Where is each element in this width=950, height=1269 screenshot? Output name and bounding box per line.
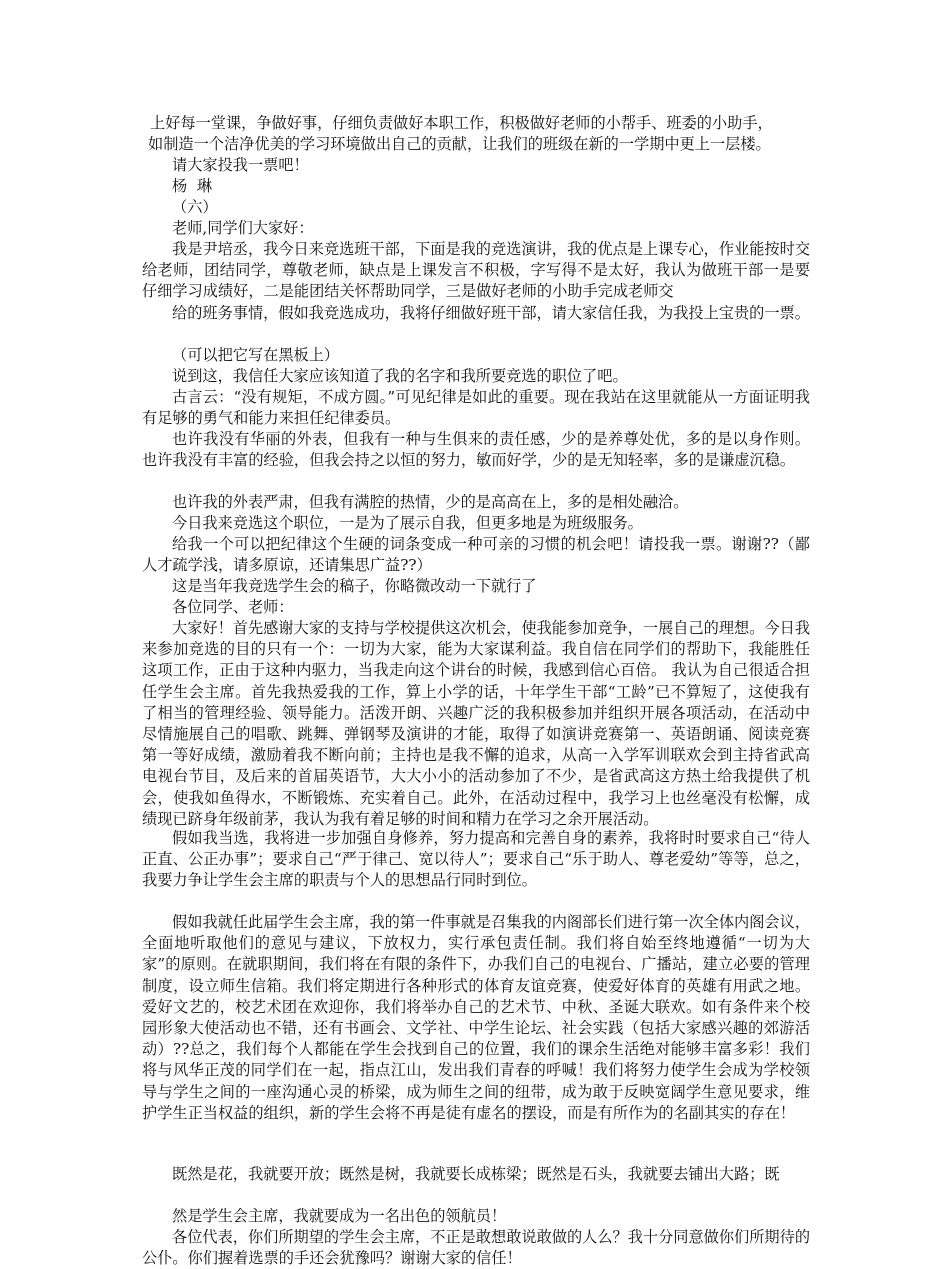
paragraph-20: 各位代表，你们所期望的学生会主席，不正是敢想敢说敢做的人么？我十分同意做你们所期待的公仆。你们握着选票的手还会犹豫吗？谢谢大家的信任！ xyxy=(142,1228,810,1268)
paragraph-14: 各位同学、老师： xyxy=(172,598,294,616)
paragraph-11: 今日我来竞选这个职位，一是为了展示自我，但更多地是为班级服务。 xyxy=(172,514,643,532)
paragraph-1: 上好每一堂课，争做好事，仔细负责做好本职工作，积极做好老师的小帮手、班委的小助手， xyxy=(150,114,773,132)
paragraph-2: 如制造一个洁净优美的学习环境做出自己的贡献，让我们的班级在新的一学期中更上一层楼。 xyxy=(148,135,771,153)
author-name: 杨 琳 xyxy=(172,177,213,195)
paragraph-15: 大家好！首先感谢大家的支持与学校提供这次机会，使我能参加竞争，一展自己的理想。今日我来参加竞选的目的只有一个：一切为大家，能为大家谋利益。我自信在同学们的帮助下，我能胜任这项工作，正由于这种内驱力，当我走向这个讲台的时候，我感到信心百倍。 我认为自己很适合担任学生会主席。首先我热爱我的工作，算上小学的话，十年学生干部“工龄”已不算短了，这使我有了相当的管理经验、领导能力。活泼开朗、兴趣广泛的我积极参加并组织开展各项活动，在活动中尽情施展自己的唱歌、跳舞、弹钢琴及演讲的才能，取得了如演讲竞赛第一、英语朗诵、阅读竞赛第一等好成绩，激励着我不断向前；主持也是我不懈的追求，从高一入学军训联欢会到主持省武高电视台节目，及后来的首届英语节，大大小小的活动参加了不少，是省武高这方热土给我提供了机会，使我如鱼得水，不断锻炼、充实着自己。此外，在活动过程中，我学习上也丝毫没有松懈，成绩现已跻身年级前茅，我认为我有着足够的时间和精力在学习之余开展活动。 xyxy=(142,619,810,828)
paragraph-3: 请大家投我一票吧！ xyxy=(172,156,309,174)
paragraph-9: 也许我没有华丽的外表，但我有一种与生俱来的责任感，少的是养尊处优，多的是以身作则。 也许我没有丰富的经验，但我会持之以恒的努力，敏而好学，少的是无知轻率，多的是谦虚沉稳。 xyxy=(142,430,810,470)
paragraph-7: 说到这，我信任大家应该知道了我的名字和我所要竞选的职位了吧。 xyxy=(172,367,628,385)
paragraph-12: 给我一个可以把纪律这个生硬的词条变成一种可亲的习惯的机会吧！请投我一票。谢谢??（鄙人才疏学浅，请多原谅，还请集思广益??） xyxy=(142,535,810,575)
greeting: 老师,同学们大家好： xyxy=(172,219,314,237)
paragraph-8: 古言云：“没有规矩，不成方圆。”可见纪律是如此的重要。现在我站在这里就能从一方面证明我有足够的勇气和能力来担任纪律委员。 xyxy=(142,388,810,428)
paragraph-19: 然是学生会主席，我就要成为一名出色的领航员！ xyxy=(172,1207,507,1225)
paragraph-5: 给的班务事情，假如我竞选成功，我将仔细做好班干部，请大家信任我，为我投上宝贵的一票。 xyxy=(172,304,810,322)
paragraph-4: 我是尹培丞，我今日来竞选班干部，下面是我的竞选演讲，我的优点是上课专心，作业能按时交给老师，团结同学，尊敬老师，缺点是上课发言不积极，字写得不是太好，我认为做班干部一是要仔细学习成绩好，二是能团结关怀帮助同学，三是做好老师的小助手完成老师交 xyxy=(142,240,810,301)
paragraph-13: 这是当年我竞选学生会的稿子，你略微改动一下就行了 xyxy=(172,577,537,595)
paragraph-10: 也许我的外表严肃，但我有满腔的热情，少的是高高在上，多的是相处融洽。 xyxy=(172,493,689,511)
paragraph-16: 假如我当选，我将进一步加强自身修养，努力提高和完善自身的素养，我将时时要求自己“待人正直、公正办事”；要求自己“严于律己、宽以待人”；要求自己“乐于助人、尊老爱幼”等等，总之，我要力争让学生会主席的职责与个人的思想品行同时到位。 xyxy=(142,829,810,890)
section-number: （六） xyxy=(172,198,218,216)
paragraph-18: 既然是花，我就要开放；既然是树，我就要长成栋梁；既然是石头，我就要去铺出大路；既 xyxy=(172,1165,780,1183)
paragraph-6: （可以把它写在黑板上） xyxy=(172,346,340,364)
paragraph-17: 假如我就任此届学生会主席，我的第一件事就是召集我的内阁部长们进行第一次全体内阁会议，全面地听取他们的意见与建议，下放权力，实行承包责任制。我们将自始至终地遵循“一切为大家”的原则。在就职期间，我们将在有限的条件下，办我们自己的电视台、广播站，建立必要的管理制度，设立师生信箱。我们将定期进行各种形式的体育友谊竞赛，使爱好体育的英雄有用武之地。爱好文艺的，校艺术团在欢迎你，我们将举办自己的艺术节、中秋、圣诞大联欢。如有条件来个校园形象大使活动也不错，还有书画会、文学社、中学生论坛、社会实践（包括大家感兴趣的郊游活动）??总之，我们每个人都能在学生会找到自己的位置，我们的课余生活绝对能够丰富多彩！我们将与风华正茂的同学们在一起，指点江山，发出我们青春的呼喊！我们将努力使学生会成为学校领导与学生之间的一座沟通心灵的桥梁，成为师生之间的纽带，成为敢于反映宽阔学生意见要求，维护学生正当权益的组织，新的学生会将不再是徒有虚名的摆设，而是有所作为的名副其实的存在！ xyxy=(142,913,810,1122)
